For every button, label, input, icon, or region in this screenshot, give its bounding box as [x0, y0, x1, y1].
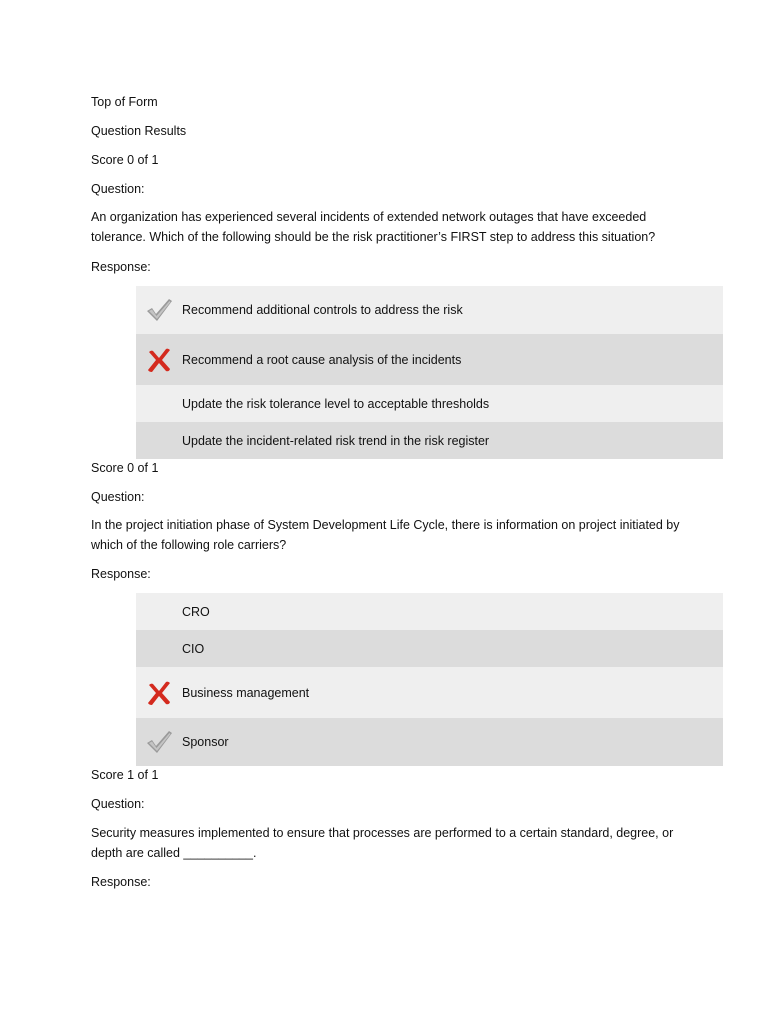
response-option-text: Business management — [182, 685, 310, 700]
response-option-text: Sponsor — [182, 735, 229, 749]
response-label: Response: — [91, 567, 151, 581]
score-label: Score 0 of 1 — [91, 153, 159, 167]
response-option — [136, 718, 723, 766]
response-option — [136, 630, 723, 667]
question-text: An organization has experienced several incidents of extended network outages that have exceeded tolerance. Which of the following should be the risk practitioner’s FIRST step to address this situation? — [91, 210, 656, 244]
top-of-form-label: Top of Form — [91, 95, 158, 109]
response-option-text: CRO — [182, 604, 210, 619]
response-option — [136, 385, 723, 422]
correct-answer-check-icon — [136, 718, 182, 766]
question-label: Question: — [91, 182, 145, 196]
response-option-text: CIO — [182, 641, 205, 656]
response-option — [136, 334, 723, 385]
response-option — [136, 667, 723, 718]
incorrect-answer-cross-icon — [136, 334, 182, 385]
response-label: Response: — [91, 260, 151, 274]
response-label: Response: — [91, 875, 151, 889]
response-table — [136, 286, 723, 459]
response-option — [136, 422, 723, 459]
score-label: Score 1 of 1 — [91, 768, 159, 782]
response-option-text: Recommend a root cause analysis of the incidents — [182, 352, 462, 367]
response-option-text: Recommend additional controls to address the risk — [182, 303, 463, 317]
response-option-text: Update the incident-related risk trend in the risk register — [182, 433, 490, 448]
results-title: Question Results — [91, 124, 187, 138]
score-label: Score 0 of 1 — [91, 461, 159, 475]
question-text: Security measures implemented to ensure that processes are performed to a certain standard, degree, or depth are called __________. — [91, 826, 674, 860]
response-option-text: Update the risk tolerance level to acceptable thresholds — [182, 396, 490, 411]
response-table — [136, 593, 723, 766]
correct-answer-check-icon — [136, 286, 182, 334]
incorrect-answer-cross-icon — [136, 667, 182, 718]
question-text: In the project initiation phase of System Development Life Cycle, there is information on project initiated by which of the following role carriers? — [91, 518, 680, 552]
response-option — [136, 286, 723, 334]
response-option — [136, 593, 723, 630]
question-label: Question: — [91, 797, 145, 811]
question-label: Question: — [91, 490, 145, 504]
